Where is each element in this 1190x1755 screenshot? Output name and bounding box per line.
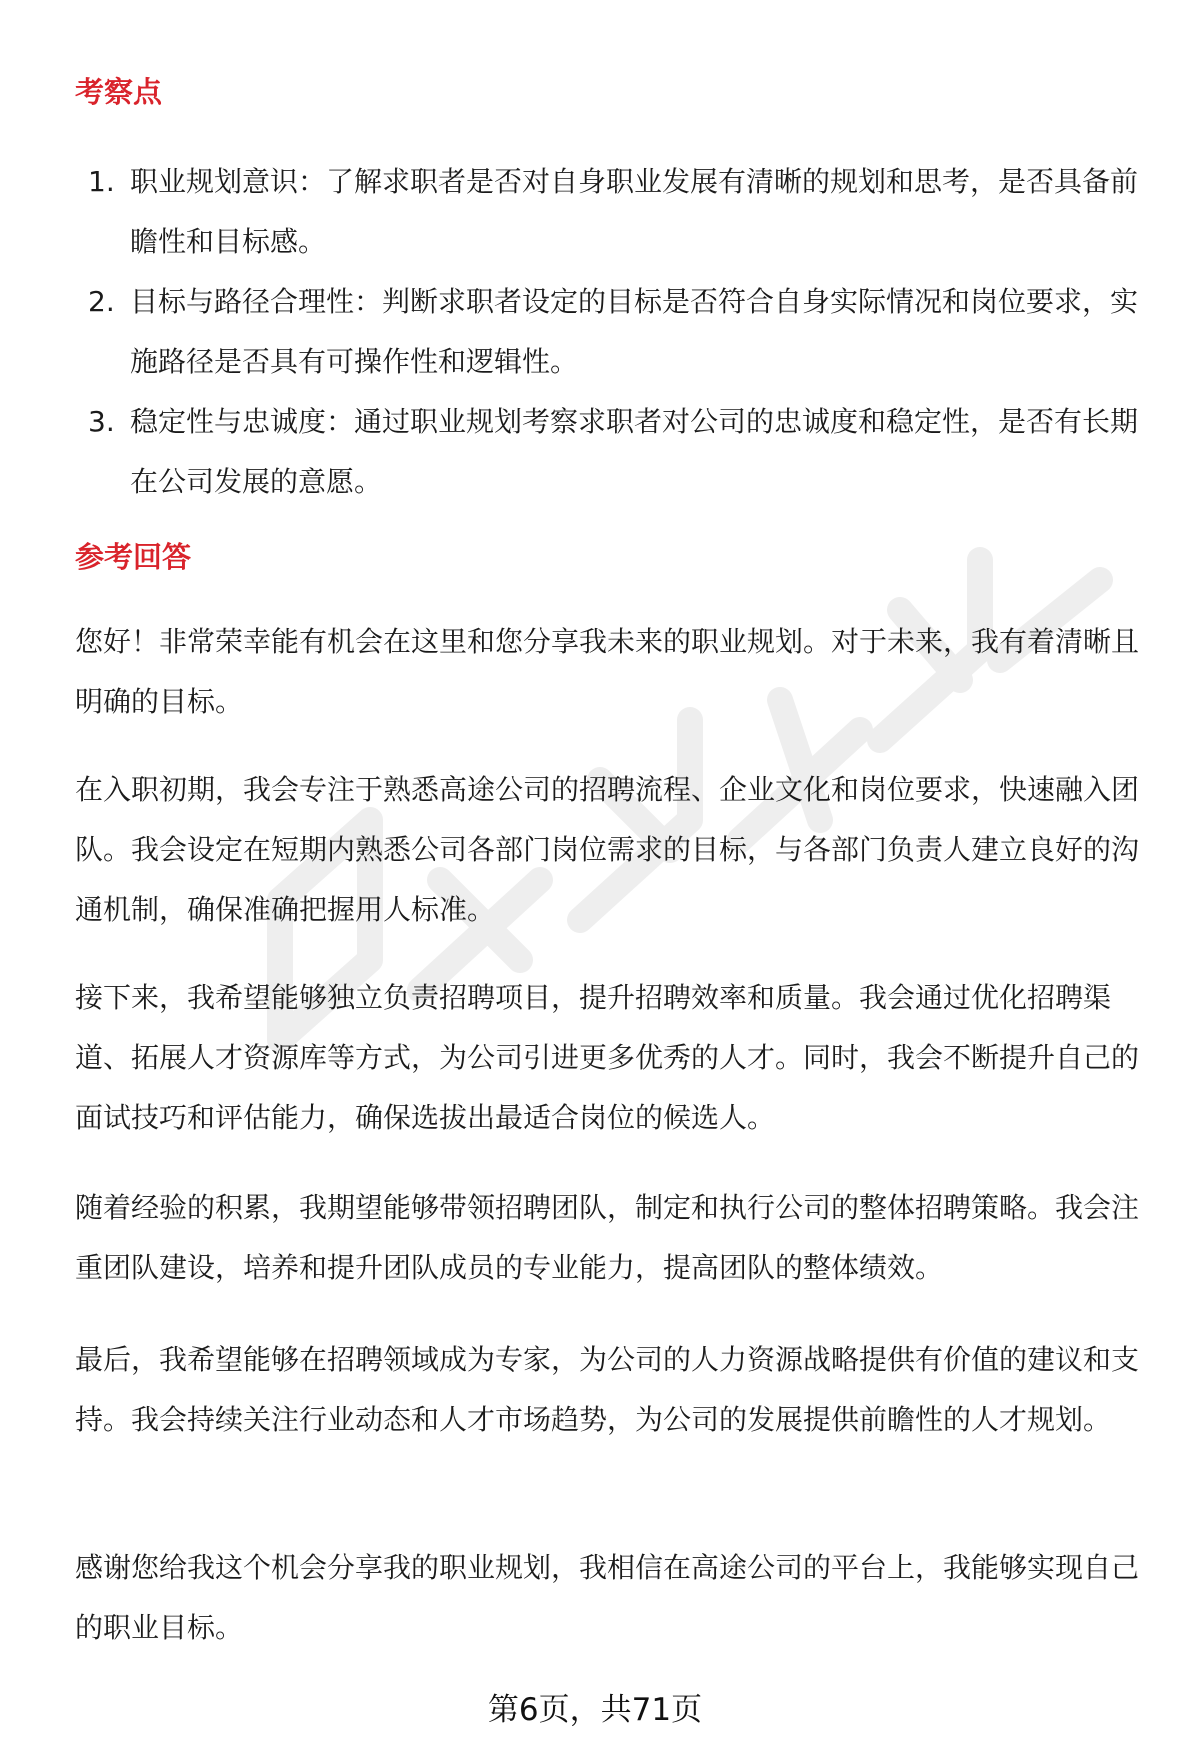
- exam-points-list: [75, 152, 1155, 512]
- answer-paragraph: 最后，我希望能够在招聘领域成为专家，为公司的人力资源战略提供有价值的建议和支持。我会持续关注行业动态和人才市场趋势，为公司的发展提供前瞻性的人才规划。: [75, 1343, 1140, 1436]
- list-item: [75, 392, 1155, 512]
- exam-points-title: 考察点: [75, 75, 163, 109]
- list-item: [75, 152, 1155, 272]
- page-number-footer: 第6页，共71页: [487, 1692, 703, 1728]
- list-item-number: 1.: [88, 165, 115, 198]
- answer-paragraph: 接下来，我希望能够独立负责招聘项目，提升招聘效率和质量。我会通过优化招聘渠道、拓展人才资源库等方式，为公司引进更多优秀的人才。同时，我会不断提升自己的面试技巧和评估能力，确保选拔出最适合岗位的候选人。: [75, 981, 1140, 1134]
- answer-paragraph: 在入职初期，我会专注于熟悉高途公司的招聘流程、企业文化和岗位要求，快速融入团队。我会设定在短期内熟悉公司各部门岗位需求的目标，与各部门负责人建立良好的沟通机制，确保准确把握用人标准。: [75, 773, 1140, 926]
- list-item-text: 稳定性与忠诚度：通过职业规划考察求职者对公司的忠诚度和稳定性，是否有长期在公司发展的意愿。: [130, 405, 1139, 498]
- answer-paragraph: 随着经验的积累，我期望能够带领招聘团队，制定和执行公司的整体招聘策略。我会注重团队建设，培养和提升团队成员的专业能力，提高团队的整体绩效。: [75, 1191, 1140, 1284]
- reference-answer-title: 参考回答: [75, 540, 192, 574]
- answer-paragraph: 感谢您给我这个机会分享我的职业规划，我相信在高途公司的平台上，我能够实现自己的职业目标。: [75, 1551, 1140, 1644]
- list-item-text: 职业规划意识：了解求职者是否对自身职业发展有清晰的规划和思考，是否具备前瞻性和目标感。: [130, 165, 1139, 258]
- list-item: [75, 272, 1155, 392]
- list-item-number: 3.: [88, 405, 115, 438]
- list-item-text: 目标与路径合理性：判断求职者设定的目标是否符合自身实际情况和岗位要求，实施路径是否具有可操作性和逻辑性。: [130, 285, 1139, 378]
- list-item-number: 2.: [88, 285, 115, 318]
- answer-paragraph: 您好！非常荣幸能有机会在这里和您分享我未来的职业规划。对于未来，我有着清晰且明确的目标。: [75, 625, 1140, 718]
